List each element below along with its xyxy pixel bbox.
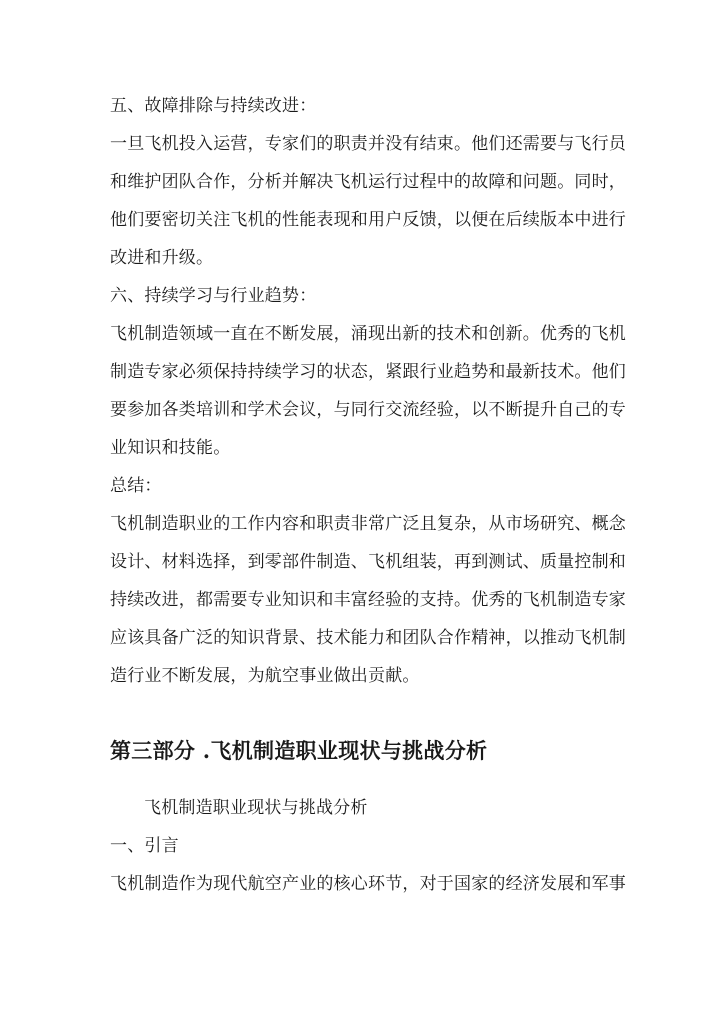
paragraph-line: 制造专家必须保持持续学习的状态，紧跟行业趋势和最新技术。他们 [110, 362, 626, 382]
paragraph-line: 飞机制造领域一直在不断发展，涌现出新的技术和创新。优秀的飞机 [110, 324, 626, 344]
paragraph-line: 应该具备广泛的知识背景、技术能力和团队合作精神，以推动飞机制 [110, 628, 626, 648]
paragraph-line: 持续改进，都需要专业知识和丰富经验的支持。优秀的飞机制造专家 [110, 590, 626, 610]
paragraph-line: 他们要密切关注飞机的性能表现和用户反馈，以便在后续版本中进行 [110, 210, 626, 230]
paragraph-line: 要参加各类培训和学术会议，与同行交流经验，以不断提升自己的专 [110, 400, 626, 420]
section-heading-learning: 六、持续学习与行业趋势： [110, 286, 317, 306]
paragraph-line: 造行业不断发展，为航空事业做出贡献。 [110, 666, 420, 686]
section-heading-troubleshooting: 五、故障排除与持续改进： [110, 96, 317, 116]
paragraph-line: 业知识和技能。 [110, 438, 231, 458]
paragraph-line: 设计、材料选择，到零部件制造、飞机组装，再到测试、质量控制和 [110, 552, 626, 572]
part-heading: 第三部分 .飞机制造职业现状与挑战分析 [110, 738, 488, 763]
part-subtitle: 飞机制造职业现状与挑战分析 [144, 798, 368, 818]
paragraph-line: 飞机制造职业的工作内容和职责非常广泛且复杂，从市场研究、概念 [110, 514, 626, 534]
section-heading-summary: 总结： [110, 476, 162, 496]
paragraph-line: 飞机制造作为现代航空产业的核心环节，对于国家的经济发展和军事 [110, 874, 626, 894]
paragraph-line: 一旦飞机投入运营，专家们的职责并没有结束。他们还需要与飞行员 [110, 134, 626, 154]
section-heading-intro: 一、引言 [110, 836, 179, 856]
paragraph-line: 改进和升级。 [110, 248, 214, 268]
paragraph-line: 和维护团队合作，分析并解决飞机运行过程中的故障和问题。同时， [110, 172, 626, 192]
